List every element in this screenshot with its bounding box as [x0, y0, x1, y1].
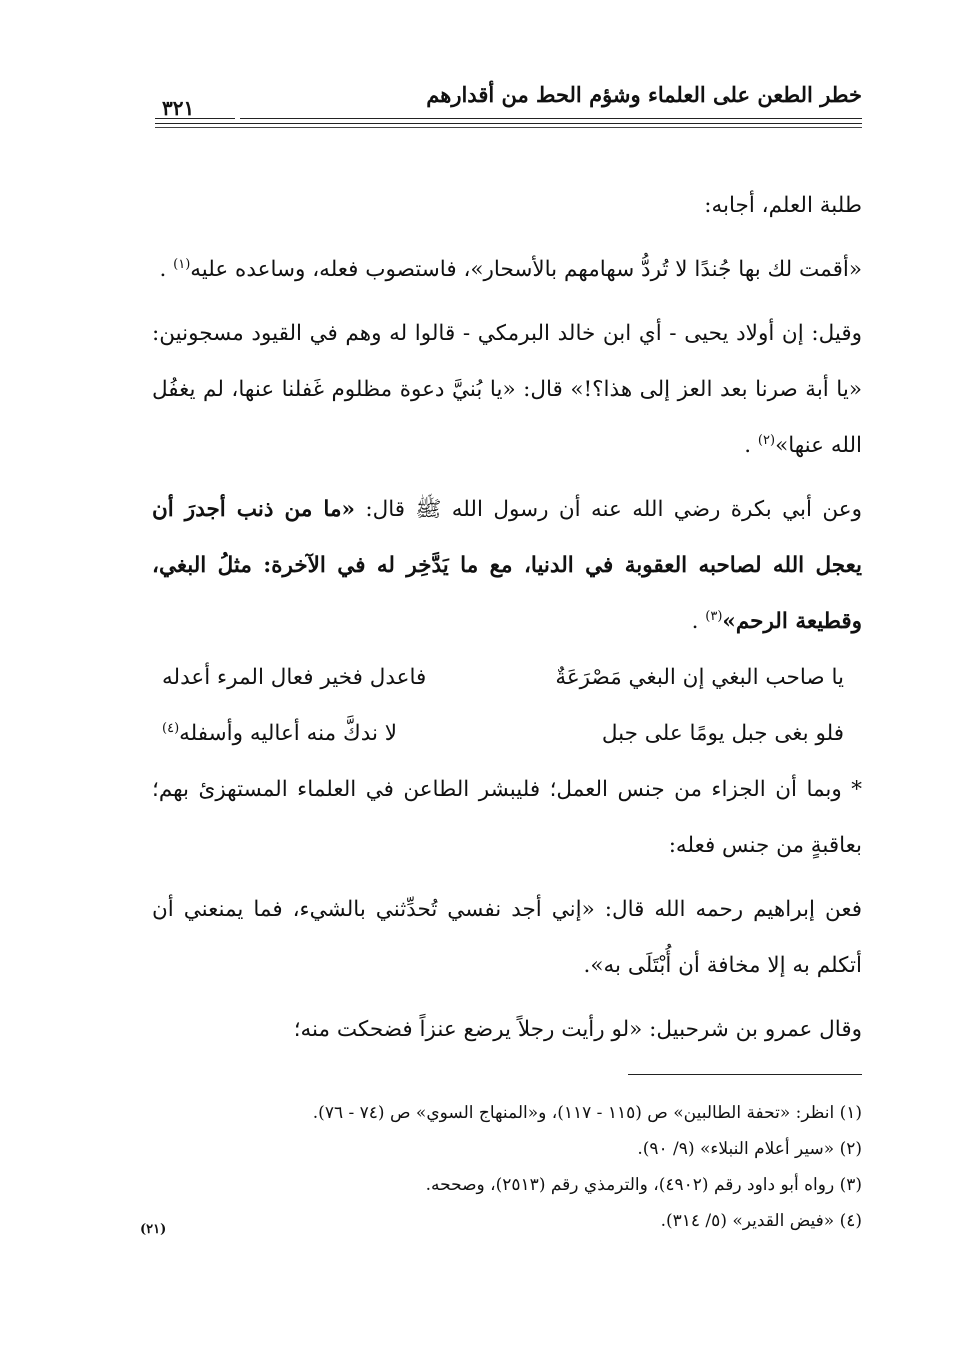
paragraph-2-end: .	[744, 433, 758, 458]
paragraph-5: فعن إبراهيم رحمه الله قال: «إني أجد نفسي تُحدِّثني بالشيء، فما يمنعني أن أتكلم به إلا مخافة أن أُبْتَلَى به».	[152, 897, 862, 978]
paragraph-3-intro: وعن أبي بكرة رضي الله عنه أن رسول الله ﷺ قال:	[354, 497, 862, 522]
footnote-ref-1: (١)	[173, 256, 191, 272]
verse-1-second-hemistich: فاعدل فخير فعال المرء أعدله	[162, 665, 427, 690]
running-header-title: خطر الطعن على العلماء وشؤم الحط من أقدارهم	[426, 82, 862, 107]
paragraph-1-text: «أقمت لك بها جُندًا لا تُردُّ سهامهم بالأسحار»، فاستصوب فعله، وساعده عليه	[190, 257, 862, 282]
paragraph-1-end: .	[159, 257, 174, 282]
verse-2-first-hemistich: فلو بغى جبل يومًا على جبل	[601, 721, 844, 746]
paragraph-2-text: وقيل: إن أولاد يحيى - أي ابن خالد البرمكي - قالوا له وهم في القيود مسجونين: «يا أبة صرنا بعد العز إلى هذا؟!» قال: «يا بُنيَّ دعوة مظلوم غَفلنا عنها، لم يغفُل الله عنها»	[152, 321, 862, 458]
verse-line-2	[162, 706, 844, 762]
paragraph-2	[152, 306, 862, 474]
verse-line-1	[162, 650, 844, 706]
paragraph-3-end: .	[691, 609, 706, 634]
paragraph-3	[152, 482, 862, 650]
footnote-ref-2: (٢)	[757, 432, 776, 448]
verse-1-first-hemistich: يا صاحب البغي إن البغي مَصْرَعَةٌ	[555, 665, 844, 690]
header-rule-left	[155, 118, 235, 119]
footnote-ref-4: (٤)	[162, 720, 180, 736]
footnote-4: (٤) «فيض القدير» (٥/ ٣١٤).	[660, 1211, 862, 1231]
page-number: ٣٢١	[162, 96, 195, 120]
page-body	[152, 178, 862, 1058]
header-rule-middle	[155, 123, 862, 124]
footnote-1: (١) انظر: «تحفة الطالبين» ص (١١٥ - ١١٧)، و«المنهاج السوي» ص (٧٤ - ٧٦).	[312, 1103, 862, 1123]
hadith-text: «ما من ذنب أجدرَ أن يعجل الله لصاحبه العقوبة في الدنيا، مع ما يَدَّخِر له في الآخرة: مثلُ البغي، وقطيعة الرحم»	[152, 497, 862, 634]
header-rule-bottom	[155, 127, 862, 128]
verse-2-second-text: لا ندكَّ منه أعاليه وأسفله	[179, 721, 398, 746]
footnote-2: (٢) «سير أعلام النبلاء» (٩/ ٩٠).	[637, 1139, 862, 1159]
paragraph-6: وقال عمرو بن شرحبيل: «لو رأيت رجلاً يرضع عنزاً فضحكت منه؛	[293, 1017, 862, 1042]
signature-mark: (٢١)	[140, 1222, 167, 1237]
paragraph-1	[152, 242, 862, 298]
footnote-3: (٣) رواه أبو داود رقم (٤٩٠٢)، والترمذي رقم (٢٥١٣)، وصححه.	[425, 1175, 862, 1195]
footnote-ref-3: (٣)	[705, 608, 723, 624]
paragraph-4: * وبما أن الجزاء من جنس العمل؛ فليبشر الطاعن في العلماء المستهزئ بهم؛ بعاقبةٍ من جنس فعله:	[152, 777, 862, 858]
footnote-separator	[628, 1074, 862, 1075]
verse-2-second-hemistich	[162, 706, 397, 762]
footnotes	[142, 1095, 862, 1239]
header-rule-top	[240, 118, 862, 119]
continuation-line: طلبة العلم، أجابه:	[704, 193, 862, 218]
